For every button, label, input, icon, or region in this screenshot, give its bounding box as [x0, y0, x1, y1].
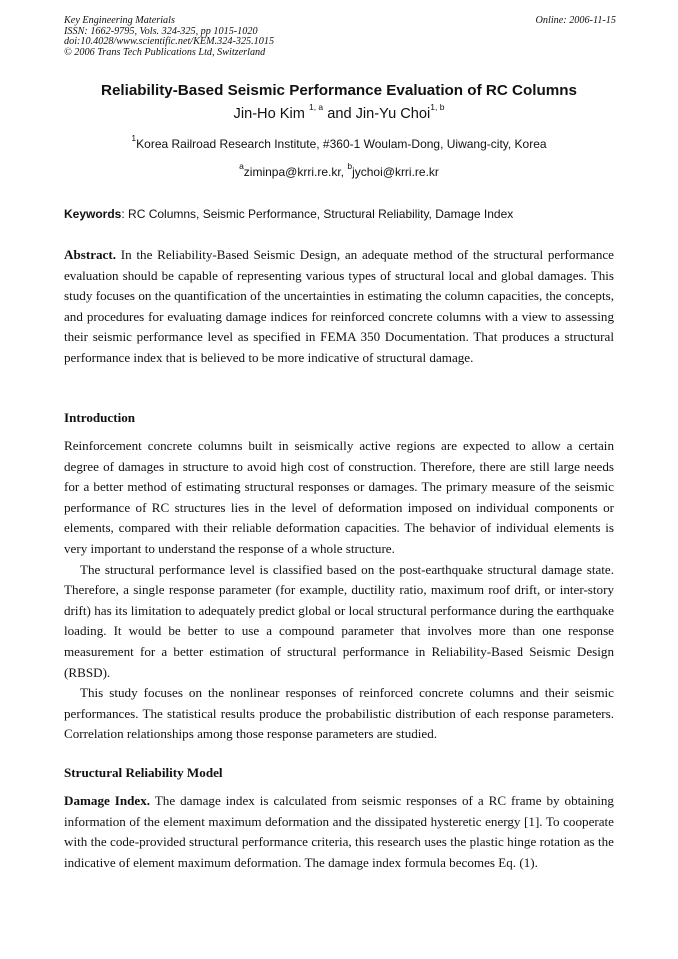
intro-paragraph-1: Reinforcement concrete columns built in seismically active regions are expected to allow a certain degree of damages in structure to avoid high cost of construction. Therefore, there are still large needs for a better method of estimating structural responses or damages. The primary measure of the seismic performance of RC structures lies in the level of deformation imposed on individual components or elements, compared with their reliable deformation capacities. The behavior of individual elements is very important to understand the response of a whole structure.: [64, 438, 614, 556]
journal-header: [64, 16, 274, 58]
doi-line: doi:10.4028/www.scientific.net/KEM.324-325.1015: [64, 36, 275, 48]
email-separator: ,: [340, 165, 348, 179]
damage-index-label: Damage Index.: [64, 793, 151, 808]
introduction-heading: Introduction: [64, 410, 136, 425]
online-date: Online: 2006-11-15: [535, 15, 616, 26]
email-b-sup: b: [347, 161, 353, 172]
author-2-sup: 1, b: [430, 102, 445, 113]
affiliation-sup: 1: [131, 133, 137, 144]
author-line: [0, 102, 678, 122]
reliability-model-heading: Structural Reliability Model: [64, 765, 223, 780]
copyright-line: © 2006 Trans Tech Publications Ltd, Switzerland: [64, 46, 266, 58]
keywords-label: Keywords: [64, 207, 122, 221]
intro-paragraph-2: The structural performance level is classified based on the post-earthquake structural damage state. Therefore, a single response parameter (for example, ductility ratio, maximum roof drift, or inter-story drift) has its limitation to adequately predict global or local structural performance during the earthquake loading. It would be better to use a compound parameter that involves more than one response measurement for a better estimation of structural performance in Reliability-Based Seismic Design (RBSD).: [64, 561, 614, 680]
affiliation-text: Korea Railroad Research Institute, #360-1 Woulam-Dong, Uiwang-city, Korea: [136, 137, 547, 151]
keywords: [64, 207, 616, 221]
issn-line: ISSN: 1662-9795, Vols. 324-325, pp 1015-1020: [64, 25, 258, 37]
abstract: [64, 245, 614, 369]
email-a-sup: a: [239, 161, 244, 172]
author-connector: and: [323, 106, 356, 122]
email-b: jychoi@krri.re.kr: [352, 165, 439, 179]
paper-title: Reliability-Based Seismic Performance Evaluation of RC Columns: [100, 82, 577, 99]
author-1: Jin-Ho Kim: [233, 106, 305, 122]
author-2: Jin-Yu Choi: [355, 106, 431, 122]
keywords-text: : RC Columns, Seismic Performance, Structural Reliability, Damage Index: [121, 207, 514, 221]
email-line: [0, 161, 678, 179]
damage-index-section: [64, 791, 614, 873]
abstract-label: Abstract.: [64, 247, 116, 262]
email-a: ziminpa@krri.re.kr: [243, 165, 341, 179]
intro-paragraph-3: This study focuses on the nonlinear responses of reinforced concrete columns and their seismic performances. The statistical results produce the probabilistic distribution of each response parameters. Correlation relationships among those response parameters are studied.: [64, 685, 614, 742]
introduction-body: [64, 436, 614, 745]
abstract-text: In the Reliability-Based Seismic Design, an adequate method of the structural performance evaluation should be capable of representing various types of structural local and global damages. This study focuses on the quantification of the uncertainties in estimating the column capacities, the concepts, and procedures for evaluating damage indices for reinforced concrete columns with a view to assessing their seismic performance level as specified in FEMA 350 Documentation. That produces a structural performance index that is believed to be more indicative of structural damage.: [64, 247, 614, 365]
affiliation: [0, 133, 678, 151]
author-1-sup: 1, a: [308, 102, 324, 113]
damage-index-text: The damage index is calculated from seismic responses of a RC frame by obtaining information of the element maximum deformation and the dissipated hysteretic energy [1]. To cooperate with the code-provided structural performance criteria, this research uses the plastic hinge rotation as the indicative of element maximum deformation. The damage index formula becomes Eq. (1).: [64, 793, 614, 870]
journal-name: Key Engineering Materials: [64, 15, 175, 26]
